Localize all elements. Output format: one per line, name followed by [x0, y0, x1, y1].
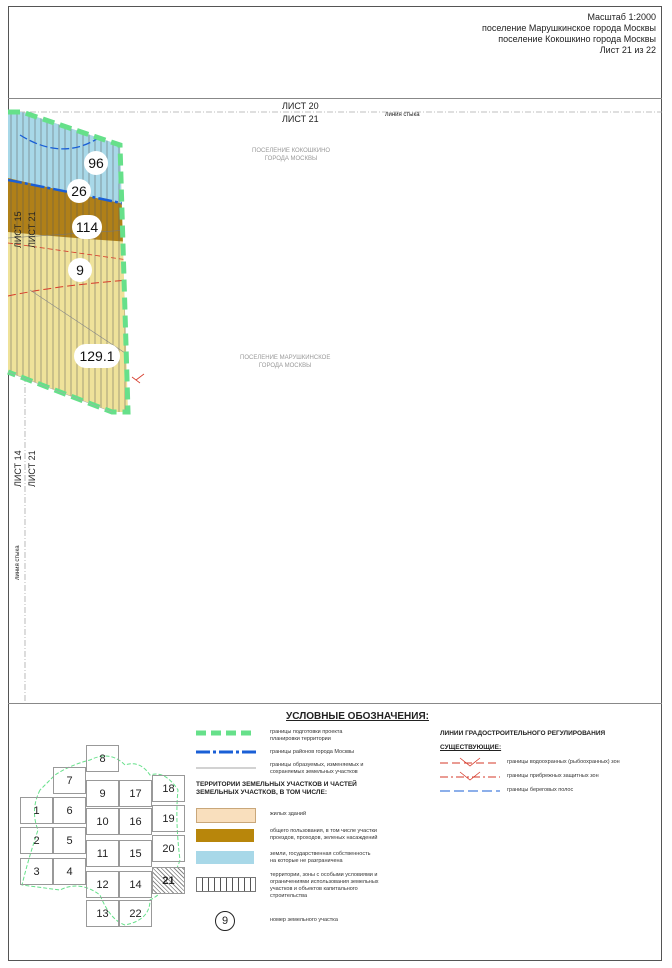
parcel-label-114: 114 [72, 215, 102, 239]
parcel-label-26: 26 [67, 179, 91, 203]
grid-cell-15: 15 [119, 840, 152, 867]
grid-cell-3: 3 [20, 858, 53, 885]
grid-cell-13: 13 [86, 900, 119, 927]
legend-existing-heading: СУЩЕСТВУЮЩИЕ: [440, 744, 502, 751]
grid-cell-17: 17 [119, 780, 152, 807]
grid-cell-21-current: 21 [152, 867, 185, 894]
grid-cell-14: 14 [119, 871, 152, 898]
parcel-label-129-1: 129.1 [74, 344, 120, 368]
grid-cell-12: 12 [86, 871, 119, 898]
grid-cell-1: 1 [20, 797, 53, 824]
parcel-label-96: 96 [84, 151, 108, 175]
legend-swatch-special-zones [196, 877, 256, 892]
legend-label-parcel-number: номер земельного участка [270, 917, 338, 923]
grid-cell-11: 11 [86, 840, 119, 867]
legend-label-district-boundary: границы районов города Москвы [270, 749, 355, 755]
grid-cell-16: 16 [119, 808, 152, 835]
grid-cell-19: 19 [152, 805, 185, 832]
grid-cell-2: 2 [20, 827, 53, 854]
settlement-kokoshkino: поселение Кокошкино города Москвы [498, 34, 656, 44]
legend-swatch-residential [196, 808, 256, 823]
area-label-kokoshkino: ПОСЕЛЕНИЕ КОКОШКИНО ГОРОДА МОСКВЫ [252, 148, 331, 162]
scale-label: Масштаб 1:2000 [587, 12, 656, 22]
grid-cell-9: 9 [86, 780, 119, 807]
grid-cell-20: 20 [152, 835, 185, 862]
legend-label-special-zones: территории, зоны с особыми условиями и ограничениями использования земельных участков и объектов капитального строительства [270, 872, 379, 899]
legend-label-residential: жилых зданий [270, 811, 307, 817]
grid-cell-6: 6 [53, 797, 86, 824]
legend-symbol-parcel-number: 9 [215, 911, 235, 931]
legend-label-shore-strip: границы береговых полос [507, 787, 574, 793]
legend-symbol-coastal-tick [460, 772, 480, 780]
legend-label-coastal-protection: границы прибрежных защитных зон [507, 773, 599, 779]
sheet-info: Лист 21 из 22 [599, 45, 656, 55]
sheet-label-top-above: ЛИСТ 20 [282, 101, 319, 111]
sheet-label-left-lower-a: ЛИСТ 14 [13, 450, 23, 487]
junction-label-top: линия стыка [385, 112, 420, 118]
legend-symbol-water-tick [460, 758, 480, 766]
legend-label-public-use: общего пользования, в том числе участки проездов, проходов, зеленых насаждений [270, 828, 378, 841]
area-label-marushkino: ПОСЕЛЕНИЕ МАРУШКИНСКОЕ ГОРОДА МОСКВЫ [240, 355, 331, 369]
grid-cell-18: 18 [152, 775, 185, 802]
grid-cell-7: 7 [53, 767, 86, 794]
sheet-label-left-lower-b: ЛИСТ 21 [27, 450, 37, 487]
legend-label-state-land: земли, государственная собственность на которые не разграничена [270, 851, 371, 864]
grid-cell-5: 5 [53, 827, 86, 854]
legend-label-project-boundary: границы подготовки проекта планировки территории [270, 729, 343, 742]
legend-swatch-state-land [196, 851, 254, 864]
sheet-label-left-upper-b: ЛИСТ 21 [27, 211, 37, 248]
grid-cell-8: 8 [86, 745, 119, 772]
grid-cell-22: 22 [119, 900, 152, 927]
legend-label-water-protection: границы водоохранных (рыбоохранных) зон [507, 759, 620, 765]
legend-territories-heading: ТЕРРИТОРИИ ЗЕМЕЛЬНЫХ УЧАСТКОВ И ЧАСТЕЙ ЗЕМЕЛЬНЫХ УЧАСТКОВ, В ТОМ ЧИСЛЕ: [196, 781, 357, 796]
sheet-label-left-upper-a: ЛИСТ 15 [13, 211, 23, 248]
legend-swatch-public-use [196, 829, 254, 842]
grid-cell-10: 10 [86, 808, 119, 835]
sheet-label-top-below: ЛИСТ 21 [282, 114, 319, 124]
grid-cell-4: 4 [53, 858, 86, 885]
legend-label-parcel-boundary: границы образуемых, изменяемых и сохраняемых земельных участков [270, 762, 364, 775]
legend-title: УСЛОВНЫЕ ОБОЗНАЧЕНИЯ: [286, 711, 429, 722]
parcel-label-9: 9 [68, 258, 92, 282]
settlement-marushkino: поселение Марушкинское города Москвы [481, 23, 656, 33]
junction-label-left: линия стыка [15, 545, 21, 580]
legend-regulation-heading: ЛИНИИ ГРАДОСТРОИТЕЛЬНОГО РЕГУЛИРОВАНИЯ [440, 730, 606, 737]
